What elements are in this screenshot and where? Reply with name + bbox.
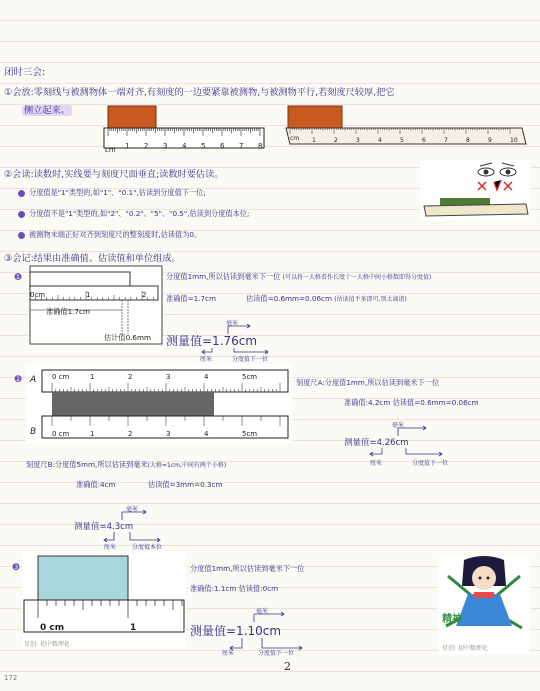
ruler-tick-label: 3 — [163, 142, 168, 150]
ruler-tick-label: 5 — [400, 137, 404, 144]
example3-marker: ❸ — [12, 562, 21, 573]
ex1-line2: 准确值=1.7cm — [166, 294, 216, 303]
example3-ruler — [22, 552, 186, 648]
corner-number: 172 — [4, 674, 18, 682]
ruler-tick-label: 2 — [128, 430, 133, 438]
ruler-tick-label: 2 — [334, 137, 338, 144]
section1-line1: ①会放:零刻线与被测物体一端对齐,有刻度的一边要紧靠被测物,与被测物平行,若刻度尺较厚,把它 — [4, 87, 395, 98]
page-heading: 闭时三会: — [4, 67, 46, 78]
ex3-left: 厘米 — [222, 650, 235, 657]
ruler-tick-label: 2 — [144, 142, 149, 150]
section1-line2: 侧立起来。 — [24, 105, 70, 116]
ruler-tick-label: 6 — [422, 137, 426, 144]
eyes-ruler-illustration — [420, 160, 530, 220]
logo-text: 精神 — [442, 614, 462, 625]
ruler-tick-label: 1 — [86, 291, 91, 299]
ruler-tick-label: 4 — [204, 430, 209, 438]
ex1-right-label: 分度值下一位 — [232, 356, 269, 363]
ruler-tick-label: 1 — [90, 373, 95, 381]
estimate-label: 估计值0.6mm — [104, 333, 151, 342]
ex2-a-result: 测量值=4.26cm — [344, 438, 409, 448]
ruler-figure-2 — [282, 100, 532, 156]
ruler-tick-label: 10 — [510, 137, 518, 144]
orange-block — [108, 106, 156, 128]
section3-title: ③会记:结果由准确值、估读值和单位组成。 — [4, 253, 181, 264]
ruler-tick-label: 3 — [356, 137, 360, 144]
watermark-1: 星创: 初中数理化 — [24, 641, 70, 648]
ex2-b-left: 厘米 — [104, 544, 117, 551]
ex3-line1: 分度值1mm,所以估读到毫米下一位 — [190, 564, 305, 573]
ruler-tick-label: 4 — [204, 373, 209, 381]
ruler-tick-label: 3 — [166, 430, 171, 438]
ruler-tick-label: 6 — [220, 142, 225, 150]
ex2-b-line1: 准确值:4cm — [76, 480, 116, 489]
ex3-top: 毫米 — [256, 608, 269, 615]
orange-block-2 — [288, 106, 342, 128]
ruler-a-label: A — [30, 375, 37, 385]
ruler-tick-label: 5cm — [242, 373, 258, 381]
ruler-tick-label: 9 — [488, 137, 492, 144]
ex1-ruler-body — [30, 286, 158, 300]
ruler-tick-label: 8 — [466, 137, 470, 144]
ruler-tick-label: 2 — [128, 373, 133, 381]
section2-bullet2: 分度值不是"1"类型的,如"2"、"0.2"、"5"、"0.5",估读到分度值本位; — [18, 209, 249, 219]
section2-bullet3: 被测物末端正好对齐到刻度尺的整刻度时,估读值为0。 — [18, 230, 201, 240]
ex2-b-top: 毫米 — [126, 506, 139, 513]
ex2-a-left: 厘米 — [370, 460, 383, 467]
bullet-dot — [18, 190, 25, 197]
ex3-result: 测量值=1.10cm — [190, 624, 282, 638]
ruler-tick-label: 7 — [444, 137, 448, 144]
watermark-2: 星创: 初中数理化 — [442, 645, 488, 652]
ruler-tick-label: 0 cm — [40, 623, 65, 633]
bullet-dot — [18, 232, 25, 239]
example2-marker: ❷ — [14, 374, 23, 385]
small-ruler — [424, 204, 528, 216]
example1-ruler — [28, 264, 164, 346]
ruler-tick-label: 4 — [182, 142, 187, 150]
example2-rulers — [26, 364, 292, 444]
ruler1-unit: cm — [105, 146, 116, 154]
ruler-tick-label: 5cm — [242, 430, 258, 438]
ex2-a-title: 刻度尺A:分度值1mm,所以估读到毫米下一位 — [296, 378, 440, 387]
ruler-tick-label: 0 cm — [52, 430, 70, 438]
ruler-tick-label: 1 — [125, 142, 130, 150]
section2-title: ②会读:读数时,实线要与刻度尺面垂直;读数时要估读。 — [4, 169, 224, 180]
ruler-tick-label: 4 — [378, 137, 382, 144]
ruler2-unit: cm — [290, 135, 300, 142]
ex1-left-label: 厘米 — [200, 356, 213, 363]
bullet-dot — [18, 211, 25, 218]
ruler-tick-label: 1 — [130, 623, 137, 633]
ex2-b-title: 刻度尺B:分度值5mm,所以估读到毫米(大格=1cm,中间有两个小格) — [26, 460, 227, 469]
cartoon-girl-logo — [438, 556, 530, 654]
ex1-top-label: 毫米 — [226, 320, 239, 327]
ex1-result: 测量值=1.76cm — [166, 334, 258, 348]
example1-marker: ❶ — [14, 272, 23, 283]
ruler-tick-label: 0 cm — [52, 373, 70, 381]
ruler-tick-label: 1 — [312, 137, 316, 144]
ruler-tick-label: 1 — [90, 430, 95, 438]
section2-bullet1: 分度值是"1"类型的,如"1"、"0.1",估读到分度值下一位; — [18, 188, 206, 198]
ex1-line1: 分度值1mm,所以估读到毫米下一位 (可以将一大格看作长度十一大格中间小格数即得分度值) — [166, 272, 432, 281]
ex2-b-line2: 估读值=3mm=0.3cm — [148, 480, 223, 489]
page-number: 2 — [284, 660, 291, 673]
ruler-tick-label: 2 — [142, 291, 147, 299]
ruler-tick-label: 3 — [166, 373, 171, 381]
ruler-tick-label: 5 — [201, 142, 206, 150]
ex2-b-result: 测量值=4.3cm — [74, 522, 134, 532]
ruler-b-label: B — [30, 427, 37, 437]
ruler-tick-label: 7 — [239, 142, 244, 150]
blue-block — [38, 556, 128, 600]
ex3-line2: 准确值:1.1cm 估读值:0cm — [190, 584, 279, 593]
accurate-label: 准确值1.7cm — [46, 307, 90, 316]
measured-bar — [52, 392, 214, 416]
ruler-figure-1 — [100, 104, 270, 156]
ruler-tick-label: 8 — [258, 142, 263, 150]
ex2-a-line: 准确值:4.2cm 估读值=0.6mm=0.06cm — [344, 398, 479, 407]
ex2-a-top: 毫米 — [392, 422, 405, 429]
ex1-line3: 估读值=0.6mm=0.06cm (估读值不多即可,别太离谱) — [246, 294, 407, 303]
ex2-a-right: 分度值下一位 — [412, 460, 449, 467]
ex2-b-right: 分度值本位 — [132, 544, 163, 551]
ruler-tick-label: 0cm — [30, 291, 46, 299]
ex3-right: 分度值下一位 — [258, 650, 295, 657]
ex1-arrows — [194, 322, 290, 358]
measured-object — [30, 272, 130, 286]
